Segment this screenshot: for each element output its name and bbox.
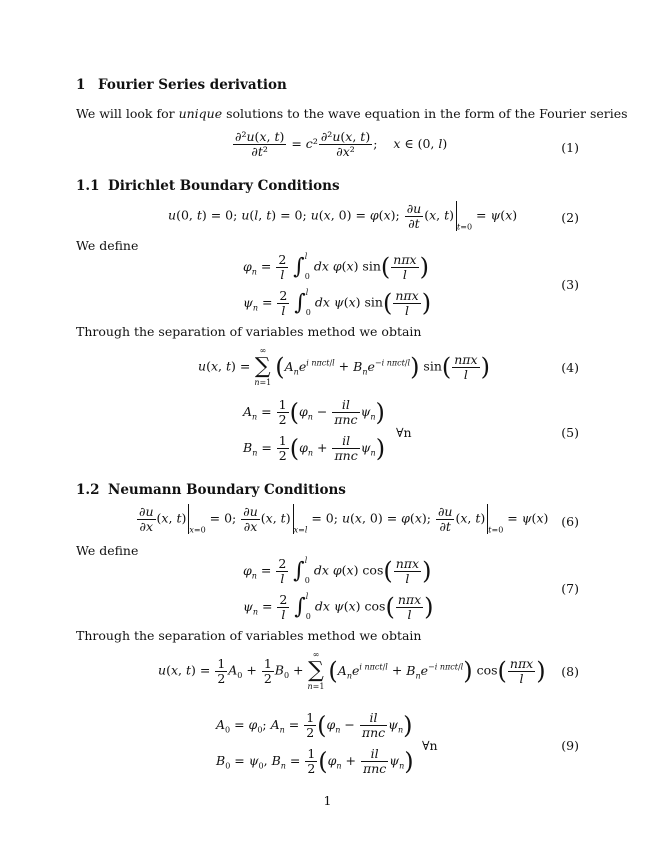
equation-number: (5) (561, 425, 579, 440)
equation-8: u(x, t) = $\frac{1}{2}$ $A_0$ + $\frac{1}{2}$ $B_0$ + ∞ ∑ n=1 $(A_ne^{i n\pi ct/l} + B_ne^{-i n\pi ct/l})$ cos( $\frac{\text{nπx}}{l}$ ) (158, 650, 546, 691)
we-define-text: We define (76, 238, 139, 253)
separation-text: Through the separation of variables method we obtain (76, 324, 422, 339)
equation-3b: $\psi_n$ = $\frac{2}{l}$ ∫l 0 dx ψ(x) sin( $\frac{\text{nπx}}{l}$ ) (243, 287, 432, 318)
forall-label: ∀n (422, 738, 438, 753)
equation-number: (1) (561, 140, 579, 155)
equation-5b: $B_n$ = $\frac{1}{2}$ ($\varphi_n$ + $\frac{il}{\text{πnc}}$ $\psi_n$) (243, 433, 386, 463)
intro-paragraph: We will look for unique solutions to the wave equation in the form of the Fourier series (76, 106, 628, 121)
section-heading (76, 77, 287, 93)
forall-label: ∀n (396, 425, 412, 440)
emphasis: unique (178, 106, 223, 121)
we-define-text: We define (76, 543, 139, 558)
separation-text: Through the separation of variables method we obtain (76, 628, 422, 643)
equation-6: $\frac{\partial u}{\partial x}$ (x, $t)_{x=0} = 0$; $\frac{\partial u}{\partial x}$ (x, $t)_{x=l} = 0$; u(x, 0) = φ(x); $\frac{\partial u}{\partial t}$ (x, $t)_{t=0} = \psi(x)$ (139, 503, 549, 535)
equation-3a: $\varphi_n$ = $\frac{2}{l}$ ∫l 0 dx φ(x) sin( $\frac{\text{nπx}}{l}$ ) (243, 251, 429, 282)
equation-4: u(x, t) = ∞ ∑ n=1 $(A_ne^{i n\pi ct/l} + B_ne^{-i n\pi ct/l})$ sin( $\frac{\text{nπx}}{l}$ ) (198, 346, 490, 387)
equation-number: (6) (561, 514, 579, 529)
page-number: 1 (323, 793, 332, 808)
equation-number: (9) (561, 738, 579, 753)
equation-number: (3) (561, 277, 579, 292)
subsection-heading: 1.1 Dirichlet Boundary Conditions (76, 178, 340, 194)
equation-9b: $B_0 = \psi_0$, $B_n$ = $\frac{1}{2}$ ($\varphi_n$ + $\frac{il}{\text{πnc}}$ $\psi_n$) (216, 746, 414, 776)
section-number: 1 (76, 77, 86, 93)
equation-number: (8) (561, 664, 579, 679)
equation-5a: $A_n$ = $\frac{1}{2}$ ($\varphi_n$ − $\frac{il}{\text{πnc}}$ $\psi_n$) (243, 397, 385, 427)
equation-2: u(0, t) = 0; u(l, t) = 0; u(x, 0) = φ(x); $\frac{\partial u}{\partial t}$ (x, $t)_{t=0} = \psi(x)$ (168, 200, 518, 232)
subsection-heading: 1.2 Neumann Boundary Conditions (76, 482, 346, 498)
section-title: Fourier Series derivation (98, 77, 287, 93)
equation-number: (4) (561, 360, 579, 375)
equation-number: (2) (561, 210, 579, 225)
equation-9a: $A_0 = \varphi_0$; $A_n$ = $\frac{1}{2}$ ($\varphi_n$ − $\frac{il}{\text{πnc}}$ $\psi_n$) (216, 710, 413, 740)
equation-1: $\frac{\text{∂²u(x, t)}}{\text{∂t²}}$ = c² $\frac{\text{∂²u(x, t)}}{\text{∂x²}}$ ; x ∈ (0, l) (235, 129, 448, 159)
equation-number: (7) (561, 581, 579, 596)
equation-7b: $\psi_n$ = $\frac{2}{l}$ ∫l 0 dx ψ(x) cos( $\frac{\text{nπx}}{l}$ ) (243, 591, 434, 622)
equation-7a: $\varphi_n$ = $\frac{2}{l}$ ∫l 0 dx φ(x) cos( $\frac{\text{nπx}}{l}$ ) (243, 555, 432, 586)
